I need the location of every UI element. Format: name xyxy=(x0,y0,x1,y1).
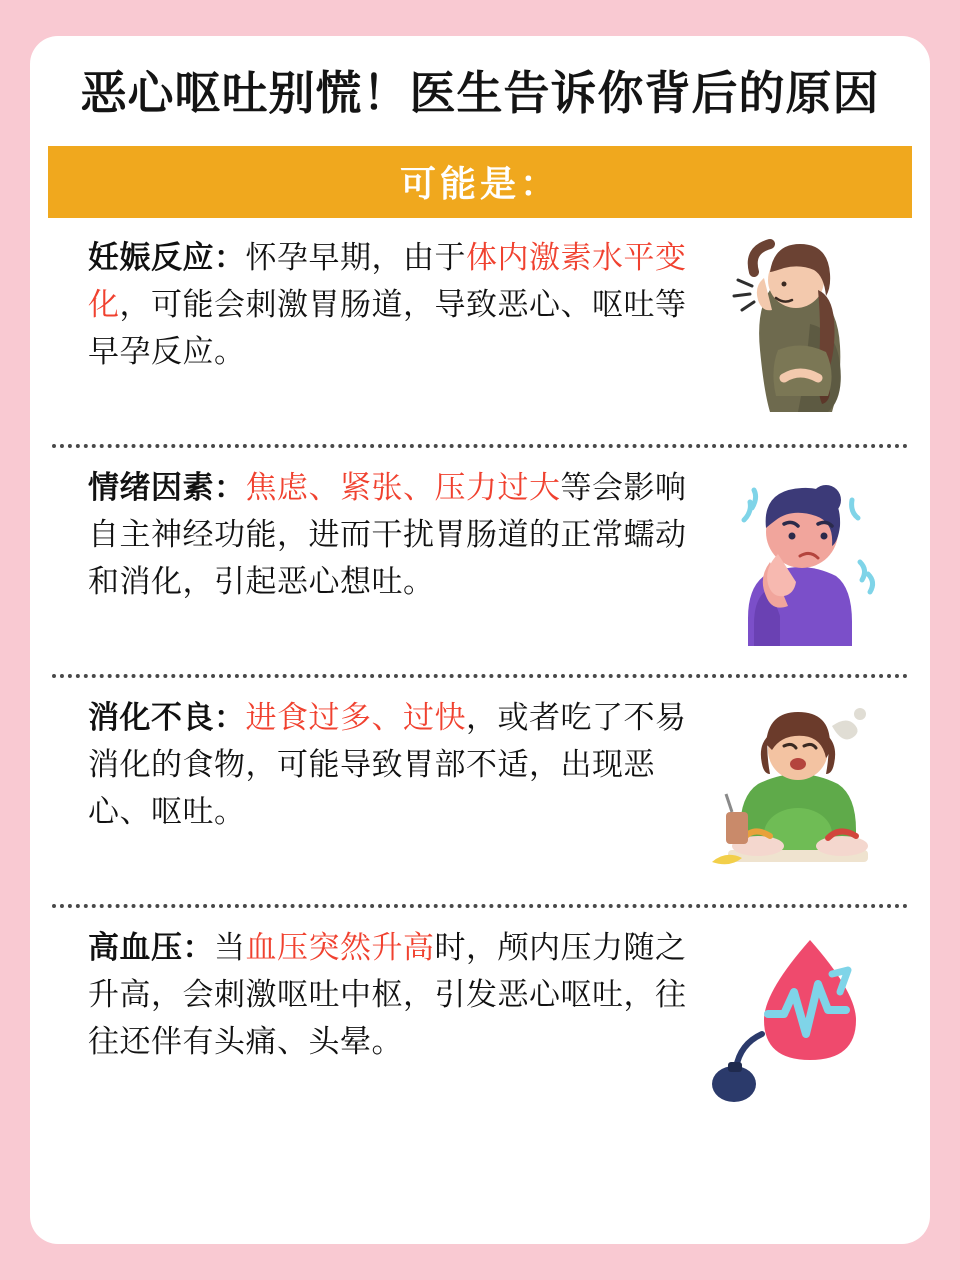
section-body-1: 当 xyxy=(214,929,246,965)
section-lead: 消化不良： xyxy=(88,699,246,735)
section-body-2: 时，颅内压力随之升高，会刺激呕吐中枢，引发恶心呕吐，往往还伴有头痛、头晕。 xyxy=(88,929,687,1060)
info-card xyxy=(30,36,930,1244)
banner-label: 可能是： xyxy=(399,163,560,205)
section-lead: 情绪因素： xyxy=(88,469,246,505)
section-lead: 高血压： xyxy=(88,929,214,965)
list-item xyxy=(48,908,912,1134)
sections-list xyxy=(30,218,930,1134)
section-body-2: ，可能会刺激胃肠道，导致恶心、呕吐等早孕反应。 xyxy=(88,286,687,370)
list-item xyxy=(48,218,912,444)
section-body-2: 等会影响自主神经功能，进而干扰胃肠道的正常蠕动和消化，引起恶心想吐。 xyxy=(88,469,687,600)
section-highlight: 血压突然升高 xyxy=(245,929,435,965)
section-text xyxy=(48,924,688,1065)
section-highlight: 体内激素水平变化 xyxy=(88,239,687,322)
section-lead: 妊娠反应： xyxy=(88,239,246,275)
pregnant-woman-nausea-illustration xyxy=(692,228,902,428)
section-body-2: ，或者吃了不易消化的食物，可能导致胃部不适，出现恶心、呕吐。 xyxy=(88,699,687,830)
overeating-person-illustration xyxy=(692,688,902,888)
section-body-1: 怀孕早期，由于 xyxy=(245,239,466,275)
section-text xyxy=(48,234,688,375)
banner xyxy=(48,146,912,218)
anxious-woman-illustration xyxy=(692,458,902,658)
section-highlight: 进食过多、过快 xyxy=(245,699,466,735)
section-text xyxy=(48,694,688,835)
blood-pressure-drop-illustration xyxy=(692,918,902,1118)
list-item xyxy=(48,678,912,904)
section-text xyxy=(48,464,688,605)
page-title: 恶心呕吐别慌！医生告诉你背后的原因 xyxy=(80,67,880,119)
list-item xyxy=(48,448,912,674)
section-highlight: 焦虑、紧张、压力过大 xyxy=(245,469,561,505)
